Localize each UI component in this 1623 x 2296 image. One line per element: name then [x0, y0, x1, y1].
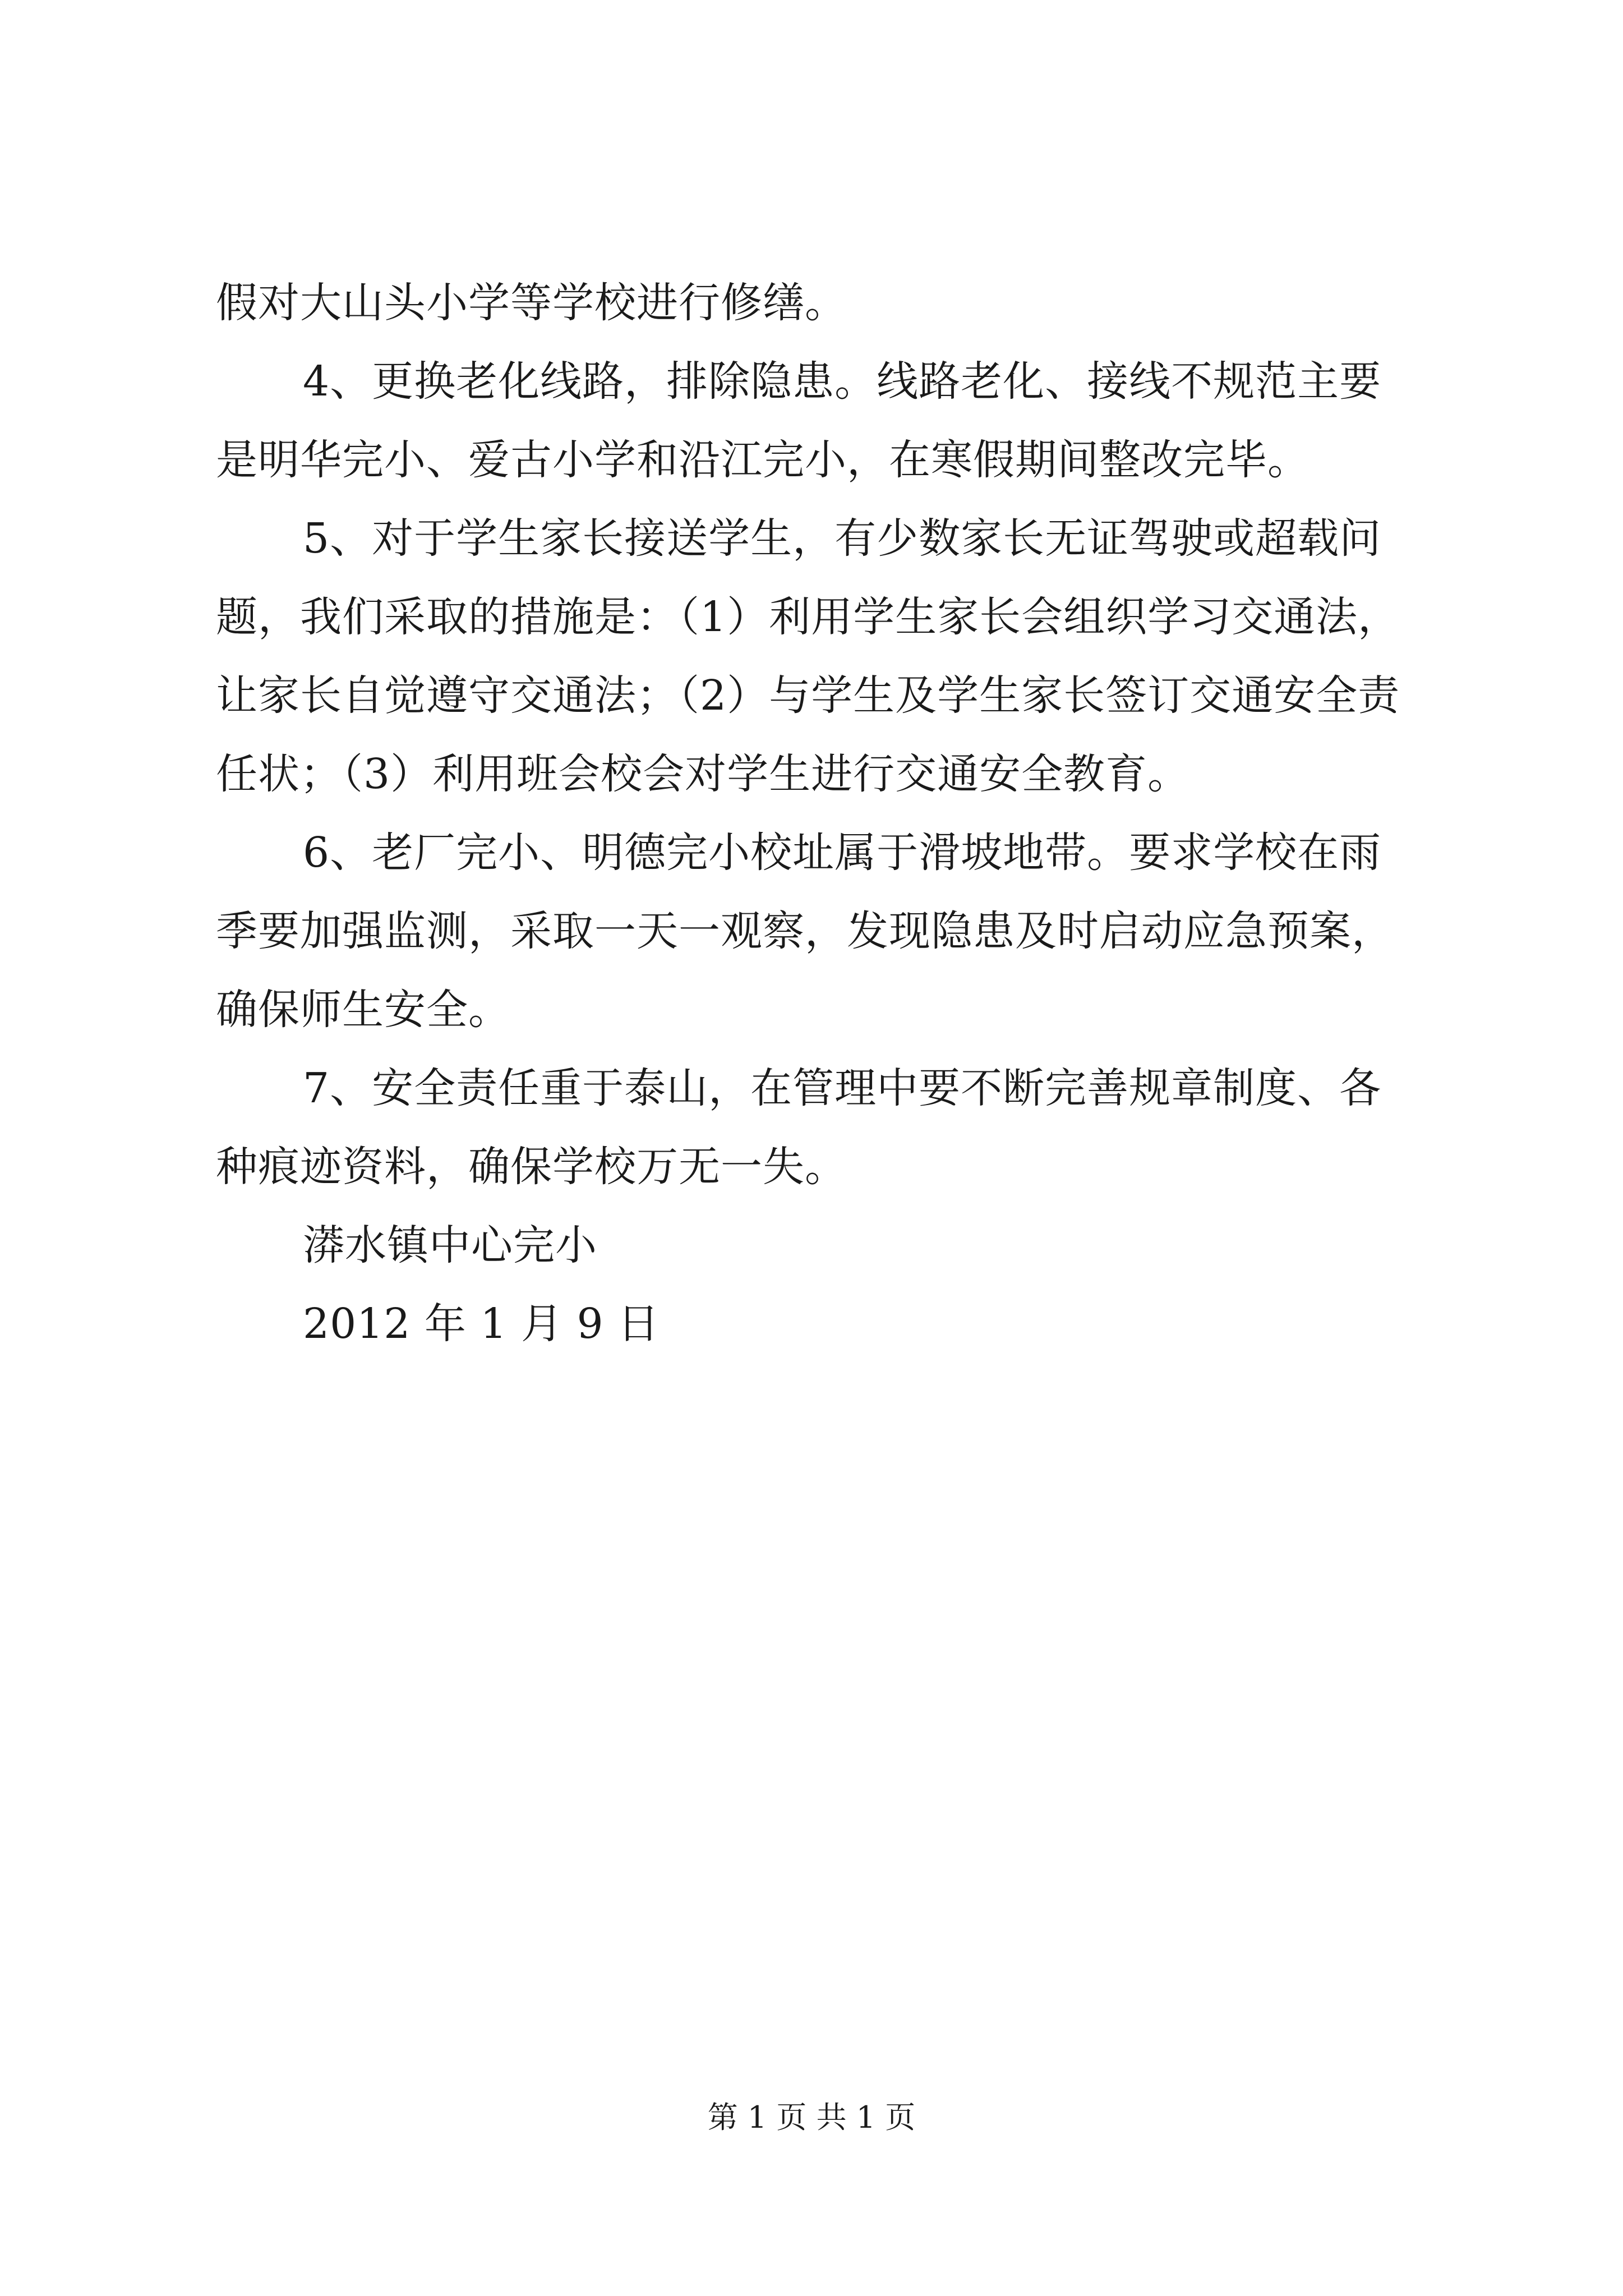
- body-line-5: 题，我们采取的措施是：（1）利用学生家长会组织学习交通法，: [216, 593, 1400, 641]
- page-number-footer: 第 1 页 共 1 页: [707, 2100, 916, 2135]
- body-line-6: 让家长自觉遵守交通法；（2）与学生及学生家长签订交通安全责: [216, 671, 1400, 720]
- body-line-3: 是明华完小、爱古小学和沿江完小，在寒假期间整改完毕。: [216, 436, 1310, 484]
- body-line-item-5: 5、对于学生家长接送学生，有少数家长无证驾驶或超载问: [303, 514, 1382, 563]
- signature-date: 2012 年 1 月 9 日: [303, 1300, 660, 1348]
- body-line-1: 假对大山头小学等学校进行修缮。: [216, 279, 847, 327]
- document-body: [216, 264, 1422, 1363]
- body-line-9: 季要加强监测，采取一天一观察，发现隐患及时启动应急预案，: [216, 907, 1394, 955]
- body-line-item-6: 6、老厂完小、明德完小校址属于滑坡地带。要求学校在雨: [303, 829, 1382, 877]
- body-line-10: 确保师生安全。: [216, 986, 510, 1034]
- signature-organization: 漭水镇中心完小: [303, 1221, 597, 1269]
- body-line-12: 种痕迹资料，确保学校万无一失。: [216, 1143, 847, 1191]
- body-line-item-7: 7、安全责任重于泰山，在管理中要不断完善规章制度、各: [303, 1064, 1382, 1112]
- body-line-item-4: 4、更换老化线路，排除隐患。线路老化、接线不规范主要: [303, 357, 1382, 406]
- body-line-7: 任状；（3）利用班会校会对学生进行交通安全教育。: [216, 750, 1190, 798]
